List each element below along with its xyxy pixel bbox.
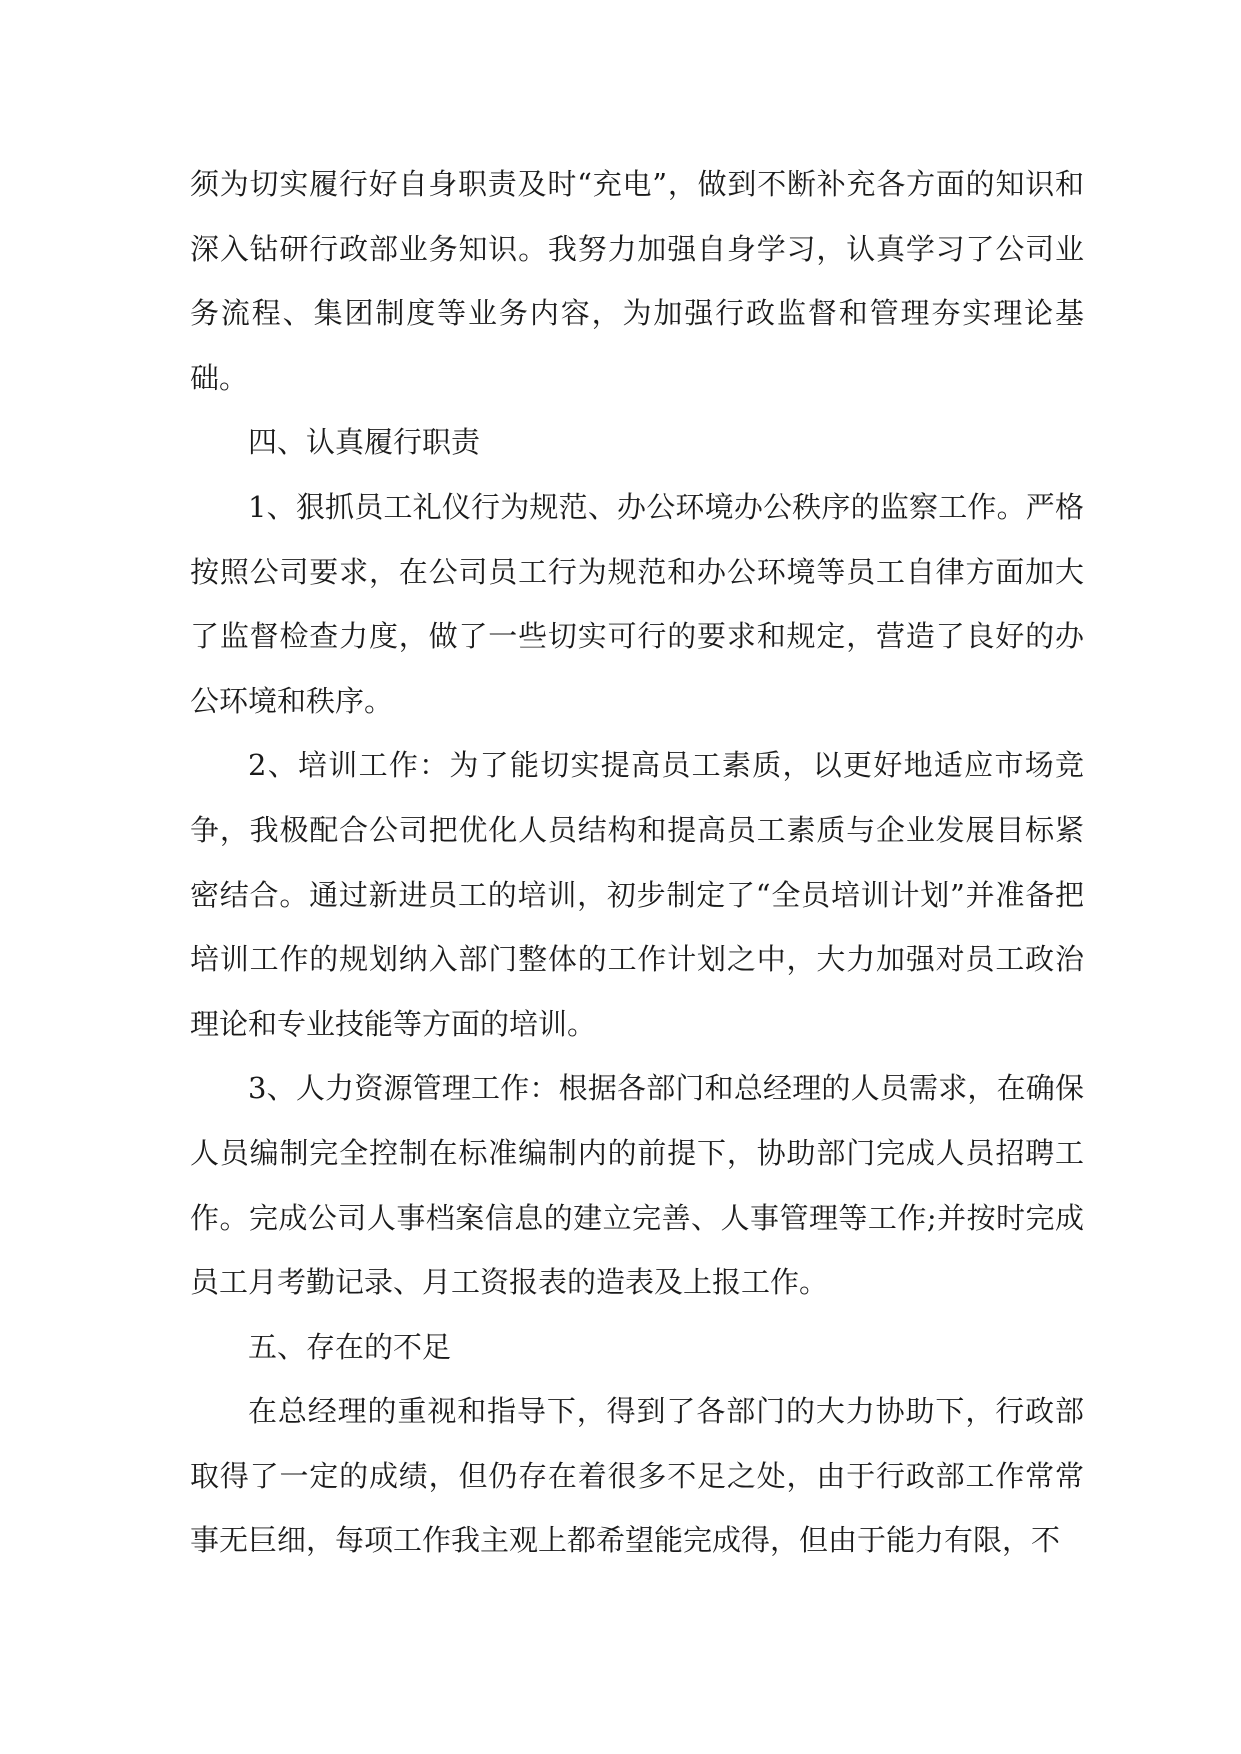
section-heading-4: 四、认真履行职责 (248, 425, 481, 460)
document-body (190, 152, 1084, 1573)
paragraph-item-1: 1、狠抓员工礼仪行为规范、办公环境办公秩序的监察工作。严格按照公司要求，在公司员工行为规范和办公环境等员工自律方面加大了监督检查力度，做了一些切实可行的要求和规定，营造了良好的办公环境和秩序。 (190, 489, 1084, 718)
paragraph-shortcomings: 在总经理的重视和指导下，得到了各部门的大力协助下，行政部取得了一定的成绩，但仍存在着很多不足之处，由于行政部工作常常事无巨细，每项工作我主观上都希望能完成得，但由于能力有限，不 (190, 1394, 1084, 1558)
paragraph-item-2: 2、培训工作：为了能切实提高员工素质，以更好地适应市场竞争，我极配合公司把优化人员结构和提高员工素质与企业发展目标紧密结合。通过新进员工的培训，初步制定了“全员培训计划”并准备把培训工作的规划纳入部门整体的工作计划之中，大力加强对员工政治理论和专业技能等方面的培训。 (190, 748, 1084, 1041)
paragraph-continuation: 须为切实履行好自身职责及时“充电”，做到不断补充各方面的知识和深入钻研行政部业务知识。我努力加强自身学习，认真学习了公司业务流程、集团制度等业务内容，为加强行政监督和管理夯实理论基础。 (190, 167, 1084, 395)
paragraph-item-3: 3、人力资源管理工作：根据各部门和总经理的人员需求，在确保人员编制完全控制在标准编制内的前提下，协助部门完成人员招聘工作。完成公司人事档案信息的建立完善、人事管理等工作;并按时完成员工月考勤记录、月工资报表的造表及上报工作。 (190, 1071, 1084, 1300)
section-heading-5: 五、存在的不足 (248, 1329, 452, 1364)
